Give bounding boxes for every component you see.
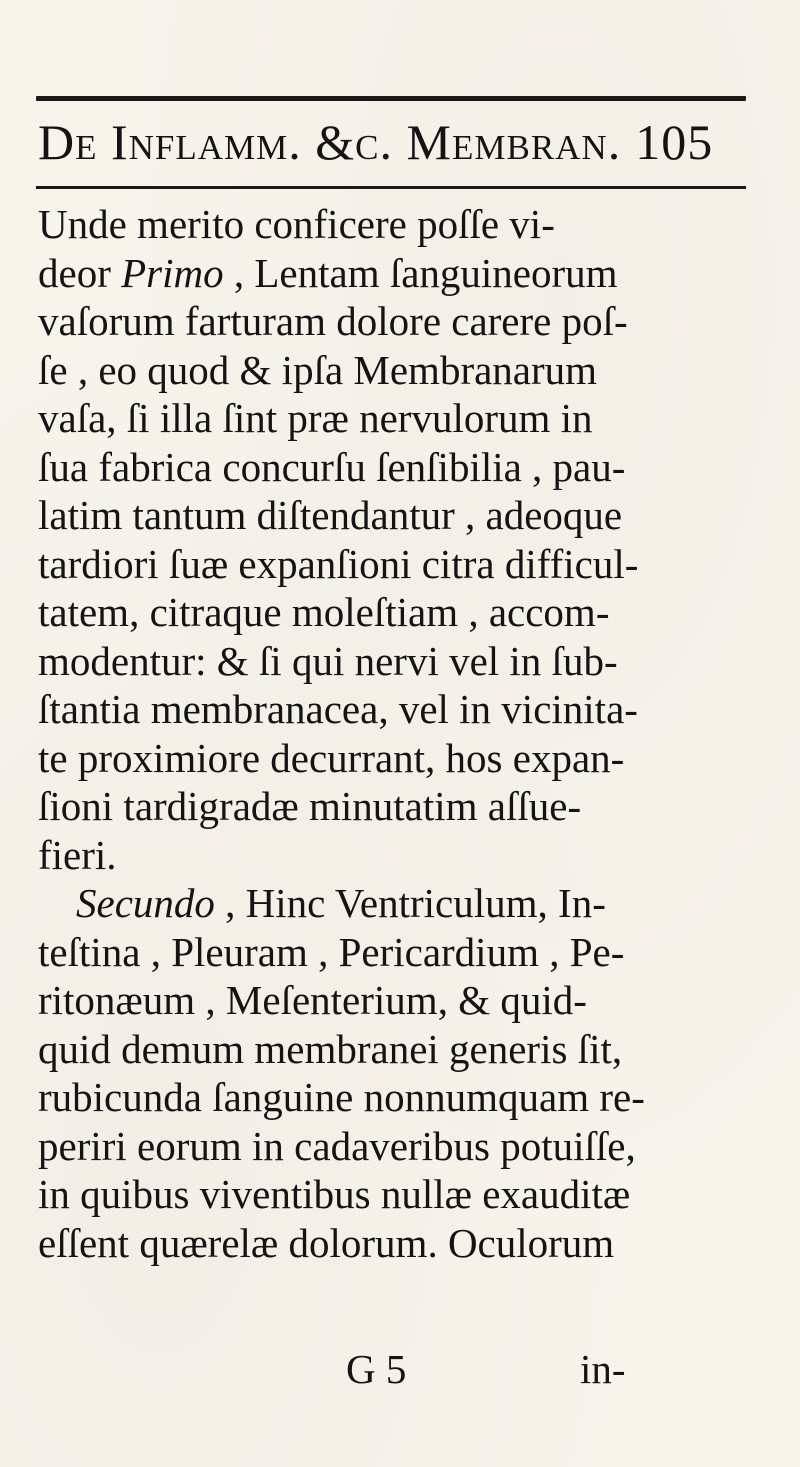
text-line: deor Primo , Lentam ſanguineorum <box>38 249 618 296</box>
text-line: periri eorum in cadaveribus potuiſſe, <box>38 1122 636 1169</box>
page-number: 105 <box>635 114 714 170</box>
text-line: ſtantia membranacea, vel in vicinita- <box>38 686 638 732</box>
header-rule-top <box>36 96 746 101</box>
text-line: rubicunda ſanguine nonnumquam re- <box>38 1074 645 1120</box>
running-head <box>38 112 748 172</box>
text-line: quid demum membranei generis ſit, <box>38 1025 623 1072</box>
italic-word: Secundo <box>76 880 215 926</box>
signature-mark: G 5 <box>346 1346 407 1392</box>
text-line: vaſa, ſi illa ſint præ nervulorum in <box>38 395 593 441</box>
text-line: ritonæum , Meſenterium, & quid- <box>38 977 587 1023</box>
text-line: eſſent quærelæ dolorum. Oculorum <box>38 1219 615 1266</box>
text-line: latim tantum diſtendantur , adeoque <box>38 492 623 538</box>
body-text <box>38 200 762 1267</box>
text-line: tatem, citraque moleſtiam , accom- <box>38 589 610 635</box>
text-line: vaſorum farturam dolore carere poſ- <box>38 298 628 344</box>
text-line: tardiori ſuæ expanſioni citra difficul- <box>38 540 639 587</box>
text-line: ſioni tardigradæ minutatim aſſue- <box>38 783 582 829</box>
text-line: Secundo , Hinc Ventriculum, In- <box>76 880 606 926</box>
text-line: in quibus viventibus nullæ exauditæ <box>38 1171 631 1217</box>
text-line: ſua fabrica concurſu ſenſibilia , pau- <box>38 443 626 490</box>
text-line: Unde merito conficere poſſe vi- <box>38 201 555 247</box>
catchword: in- <box>580 1346 626 1392</box>
text-line: te proximiore decurrant, hos expan- <box>38 734 625 781</box>
header-rule-bottom <box>36 186 746 189</box>
text-line: teſtina , Pleuram , Pericardium , Pe- <box>38 928 625 975</box>
text-line: modentur: & ſi qui nervi vel in ſub- <box>38 637 618 684</box>
page-footer <box>0 1344 800 1394</box>
italic-word: Primo <box>121 249 224 296</box>
running-head-title: De Inflamm. &c. Membran. <box>38 114 622 170</box>
text-line: fieri. <box>38 831 117 878</box>
text-line: ſe , eo quod & ipſa Membranarum <box>38 346 598 393</box>
